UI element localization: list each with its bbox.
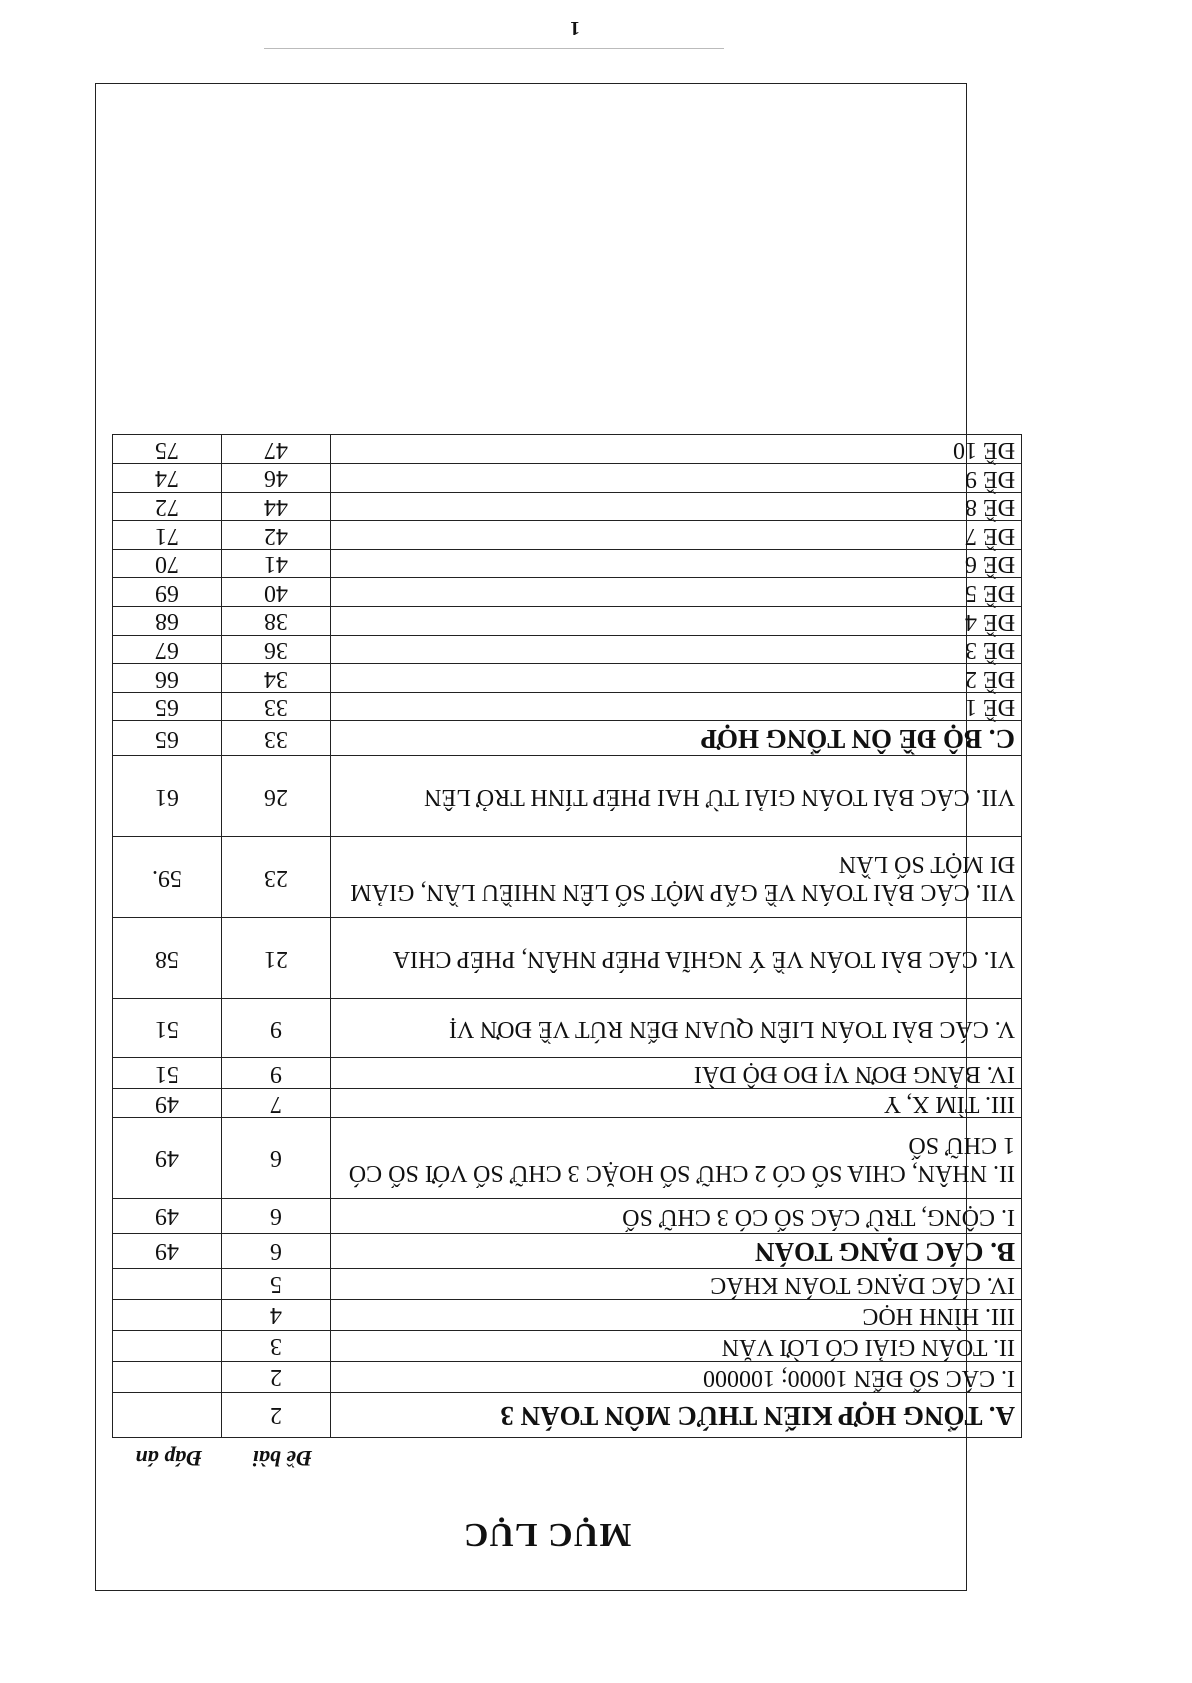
row-title: ĐỀ 6 bbox=[331, 549, 1022, 578]
table-row bbox=[113, 464, 1022, 493]
row-de-bai: 33 bbox=[222, 692, 331, 721]
row-title: I. CÁC SỐ ĐẾN 10000; 100000 bbox=[331, 1362, 1022, 1393]
row-title: ĐỀ 4 bbox=[331, 607, 1022, 636]
row-title: B. CÁC DẠNG TOÁN bbox=[331, 1234, 1022, 1269]
table-row bbox=[113, 521, 1022, 550]
row-dap-an: 59. bbox=[113, 837, 222, 918]
row-dap-an: 49 bbox=[113, 1234, 222, 1269]
row-title: IV. CÁC DẠNG TOÁN KHÁC bbox=[331, 1269, 1022, 1300]
row-de-bai: 41 bbox=[222, 549, 331, 578]
row-title: III. TÌM X, Y bbox=[331, 1089, 1022, 1118]
row-dap-an: 70 bbox=[113, 549, 222, 578]
table-row bbox=[113, 1300, 1022, 1331]
row-dap-an bbox=[113, 1393, 222, 1438]
row-de-bai: 4 bbox=[222, 1300, 331, 1331]
row-dap-an: 51 bbox=[113, 999, 222, 1058]
row-de-bai: 6 bbox=[222, 1234, 331, 1269]
row-title: ĐỀ 7 bbox=[331, 521, 1022, 550]
row-de-bai: 42 bbox=[222, 521, 331, 550]
row-title: ĐỀ 8 bbox=[331, 492, 1022, 521]
row-title: II. TOÁN GIẢI CÓ LỜI VĂN bbox=[331, 1331, 1022, 1362]
table-row bbox=[113, 635, 1022, 664]
table-row bbox=[113, 918, 1022, 999]
table-row bbox=[113, 1269, 1022, 1300]
row-de-bai: 38 bbox=[222, 607, 331, 636]
page-title: MỤC LỤC bbox=[462, 1516, 632, 1553]
row-de-bai: 6 bbox=[222, 1118, 331, 1199]
row-dap-an: 58 bbox=[113, 918, 222, 999]
table-row bbox=[113, 1089, 1022, 1118]
row-de-bai: 40 bbox=[222, 578, 331, 607]
row-de-bai: 5 bbox=[222, 1269, 331, 1300]
table-row bbox=[113, 607, 1022, 636]
row-title: ĐỀ 1 bbox=[331, 692, 1022, 721]
row-dap-an bbox=[113, 1300, 222, 1331]
table-row bbox=[113, 692, 1022, 721]
row-de-bai: 47 bbox=[222, 435, 331, 464]
row-dap-an: 71 bbox=[113, 521, 222, 550]
row-de-bai: 26 bbox=[222, 756, 331, 837]
row-dap-an: 67 bbox=[113, 635, 222, 664]
row-dap-an: 49 bbox=[113, 1199, 222, 1234]
table-row bbox=[113, 1118, 1022, 1199]
table-row bbox=[113, 1234, 1022, 1269]
row-de-bai: 21 bbox=[222, 918, 331, 999]
table-row bbox=[113, 664, 1022, 693]
row-title: ĐỀ 3 bbox=[331, 635, 1022, 664]
row-dap-an: 74 bbox=[113, 464, 222, 493]
row-title: V. CÁC BÀI TOÁN LIÊN QUAN ĐẾN RÚT VỀ ĐƠN VỊ bbox=[331, 999, 1022, 1058]
table-row bbox=[113, 1058, 1022, 1089]
row-dap-an bbox=[113, 1362, 222, 1393]
header-rule bbox=[264, 48, 724, 49]
row-dap-an: 68 bbox=[113, 607, 222, 636]
row-dap-an bbox=[113, 1331, 222, 1362]
row-dap-an: 69 bbox=[113, 578, 222, 607]
row-de-bai: 23 bbox=[222, 837, 331, 918]
row-de-bai: 33 bbox=[222, 721, 331, 756]
row-title: ĐỀ 5 bbox=[331, 578, 1022, 607]
row-title: VII. CÁC BÀI TOÁN VỀ GẤP MỘT SỐ LÊN NHIỀU LẦN, GIẢM ĐI MỘT SỐ LẦN bbox=[331, 837, 1022, 918]
row-dap-an bbox=[113, 1269, 222, 1300]
row-title: C. BỘ ĐỀ ÔN TỔNG HỢP bbox=[331, 721, 1022, 756]
table-row bbox=[113, 549, 1022, 578]
row-dap-an: 66 bbox=[113, 664, 222, 693]
row-dap-an: 65 bbox=[113, 692, 222, 721]
row-de-bai: 9 bbox=[222, 1058, 331, 1089]
table-row bbox=[113, 837, 1022, 918]
row-de-bai: 3 bbox=[222, 1331, 331, 1362]
row-dap-an: 75 bbox=[113, 435, 222, 464]
table-row bbox=[113, 721, 1022, 756]
column-header-dap-an: Đáp án bbox=[135, 1446, 202, 1471]
row-title: VI. CÁC BÀI TOÁN VỀ Ý NGHĨA PHÉP NHÂN, PHÉP CHIA bbox=[331, 918, 1022, 999]
column-header-de-bai: Đề bài bbox=[252, 1446, 312, 1471]
row-dap-an: 49 bbox=[113, 1089, 222, 1118]
row-dap-an: 61 bbox=[113, 756, 222, 837]
row-de-bai: 46 bbox=[222, 464, 331, 493]
row-de-bai: 36 bbox=[222, 635, 331, 664]
table-row bbox=[113, 1199, 1022, 1234]
row-title: I. CỘNG, TRỪ CÁC SỐ CÓ 3 CHỮ SỐ bbox=[331, 1199, 1022, 1234]
row-de-bai: 7 bbox=[222, 1089, 331, 1118]
table-row bbox=[113, 578, 1022, 607]
row-dap-an: 65 bbox=[113, 721, 222, 756]
row-title: A. TỔNG HỢP KIẾN THỨC MÔN TOÁN 3 bbox=[331, 1393, 1022, 1438]
page-number: 1 bbox=[570, 17, 580, 39]
table-row bbox=[113, 999, 1022, 1058]
row-de-bai: 2 bbox=[222, 1393, 331, 1438]
table-row bbox=[113, 435, 1022, 464]
row-title: III. HÌNH HỌC bbox=[331, 1300, 1022, 1331]
row-title: ĐỀ 2 bbox=[331, 664, 1022, 693]
row-de-bai: 44 bbox=[222, 492, 331, 521]
row-de-bai: 6 bbox=[222, 1199, 331, 1234]
row-dap-an: 51 bbox=[113, 1058, 222, 1089]
row-title: II. NHÂN, CHIA SỐ CÓ 2 CHỮ SỐ HOẶC 3 CHỮ SỐ VỚI SỐ CÓ 1 CHỮ SỐ bbox=[331, 1118, 1022, 1199]
table-row bbox=[113, 492, 1022, 521]
row-title: VII. CÁC BÀI TOÁN GIẢI TỪ HAI PHÉP TÍNH TRỞ LÊN bbox=[331, 756, 1022, 837]
table-row bbox=[113, 1393, 1022, 1438]
row-de-bai: 2 bbox=[222, 1362, 331, 1393]
row-title: ĐỀ 10 bbox=[331, 435, 1022, 464]
table-row bbox=[113, 756, 1022, 837]
row-dap-an: 49 bbox=[113, 1118, 222, 1199]
table-row bbox=[113, 1362, 1022, 1393]
row-title: IV. BẢNG ĐƠN VỊ ĐO ĐỘ DÀI bbox=[331, 1058, 1022, 1089]
table-row bbox=[113, 1331, 1022, 1362]
table-of-contents bbox=[112, 434, 1022, 1438]
row-de-bai: 9 bbox=[222, 999, 331, 1058]
row-de-bai: 34 bbox=[222, 664, 331, 693]
row-title: ĐỀ 9 bbox=[331, 464, 1022, 493]
row-dap-an: 72 bbox=[113, 492, 222, 521]
